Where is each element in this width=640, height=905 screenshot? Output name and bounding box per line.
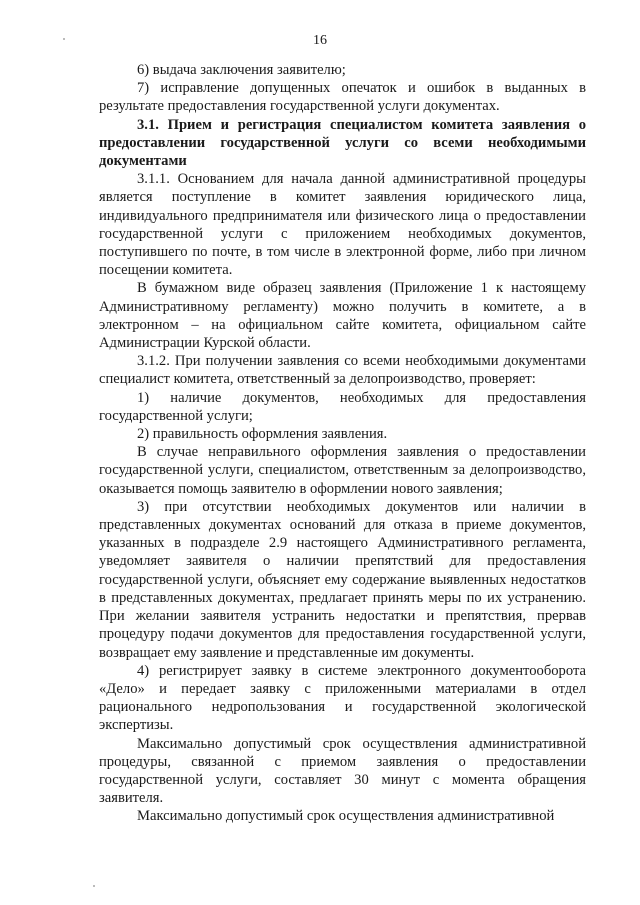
page-number: 16 xyxy=(313,33,327,48)
document-body xyxy=(99,61,586,826)
list-item: 1) наличие документов, необходимых для предоставления государственной услуги; xyxy=(99,389,586,424)
list-item: 7) исправление допущенных опечаток и ошибок в выданных в результате предоставления государственной услуги документах. xyxy=(99,80,586,115)
paragraph: Максимально допустимый срок осуществления административной xyxy=(137,808,555,825)
list-item: 3) при отсутствии необходимых документов или наличии в представленных документах оснований для отказа в приеме документов, указанных в подразделе 2.9 настоящего Административного регламента, уведомляет заявителя о наличии препятствий для предоставления государственной услуги, объясняет ему содержание выявленных недостатков в представленных документах, предлагает принять меры по их устранению. При желании заявителя устранить недостатки и препятствия, прервав процедуру подачи документов для предоставления государственной услуги, возвращает ему заявление и представленные им документы. xyxy=(99,498,586,661)
paragraph: Максимально допустимый срок осуществления административной процедуры, связанной с приемом заявления о предоставлении государственной услуги, составляет 30 минут с момента обращения заявителя. xyxy=(99,735,586,807)
list-item: 4) регистрирует заявку в системе электронного документооборота «Дело» и передает заявку с приложенными материалами в отдел рационального недропользования и государственной экологической экспертизы. xyxy=(99,662,586,734)
scan-artifact xyxy=(63,38,65,40)
paragraph: 3.1.1. Основанием для начала данной административной процедуры является поступление в комитет заявления юридического лица, индивидуального предпринимателя или физического лица о предоставлении государственной услуги с приложением необходимых документов, поступившего по почте, в том числе в электронной форме, либо при личном посещении комитета. xyxy=(99,171,586,279)
section-heading: 3.1. Прием и регистрация специалистом комитета заявления о предоставлении государственной услуги со всеми необходимыми документами xyxy=(99,116,586,170)
scan-artifact xyxy=(93,885,95,887)
paragraph: 3.1.2. При получении заявления со всеми необходимыми документами специалист комитета, ответственный за делопроизводство, проверяет: xyxy=(99,353,586,388)
list-item: 2) правильность оформления заявления. xyxy=(137,426,388,443)
list-item: 6) выдача заключения заявителю; xyxy=(137,62,346,78)
paragraph: В случае неправильного оформления заявления о предоставлении государственной услуги, специалистом, ответственным за делопроизводство, оказывается помощь заявителю в оформлении нового заявления; xyxy=(99,444,586,497)
paragraph: В бумажном виде образец заявления (Приложение 1 к настоящему Административному регламенту) можно получить в комитете, а в электронном – на официальном сайте комитета, официальном сайте Администрации Курской области. xyxy=(99,280,586,352)
